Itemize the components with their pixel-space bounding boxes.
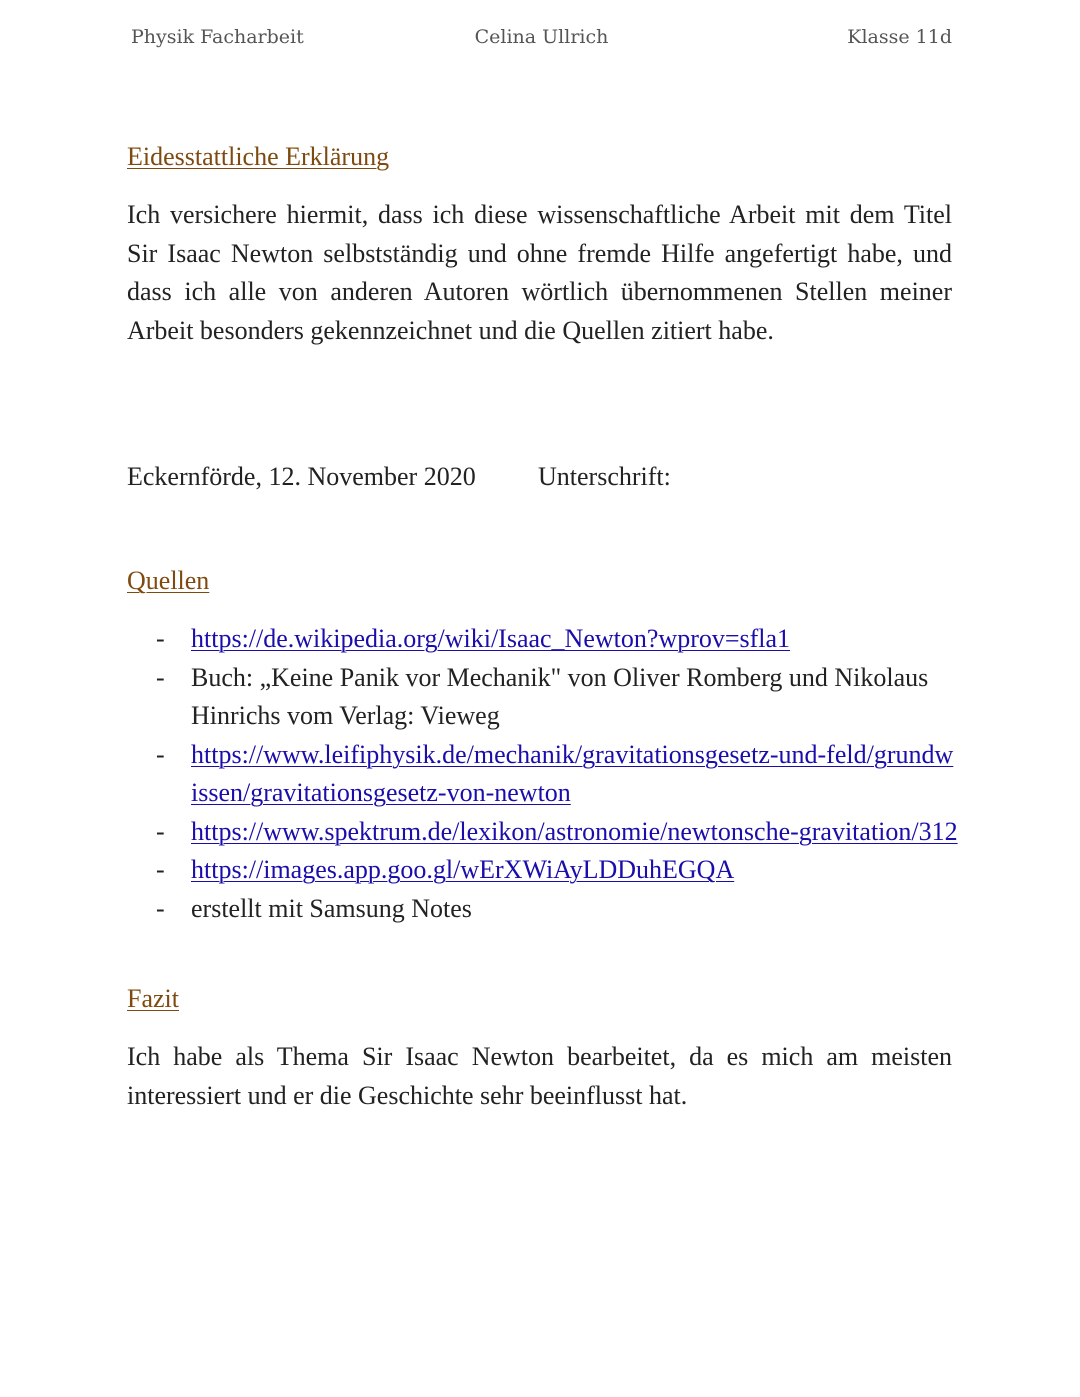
source-item[interactable] (150, 736, 960, 813)
source-item[interactable] (150, 851, 960, 890)
header-subject: Physik Facharbeit (131, 26, 304, 48)
bullet-dash: - (156, 855, 165, 884)
source-link[interactable]: https://www.spektrum.de/lexikon/astronomie/newtonsche-gravitation/312 (191, 816, 958, 846)
sources-heading: Quellen (127, 566, 210, 595)
header-class: Klasse 11d (847, 26, 952, 48)
bullet-dash: - (156, 893, 165, 923)
source-item (150, 890, 960, 929)
source-link[interactable]: https://de.wikipedia.org/wiki/Isaac_Newton?wprov=sfla1 (191, 624, 791, 653)
declaration-text: Ich versichere hiermit, dass ich diese wissenschaftliche Arbeit mit dem Titel Sir Isaac Newton selbstständig und ohne fremde Hilfe angefertigt habe, und dass ich alle von anderen Autoren wörtlich übernommenen Stellen meiner Arbeit besonders gekennzeichnet und die Quellen zitiert habe. (127, 200, 952, 345)
page-header (131, 26, 952, 54)
sources-list (150, 620, 960, 928)
bullet-dash: - (156, 662, 165, 692)
source-link[interactable]: https://images.app.goo.gl/wErXWiAyLDDuhEGQA (191, 855, 735, 884)
source-item[interactable] (150, 813, 960, 852)
source-text: erstellt mit Samsung Notes (191, 893, 472, 923)
header-author: Celina Ullrich (474, 26, 609, 48)
source-link[interactable]: https://www.leifiphysik.de/mechanik/gravitationsgesetz-und-feld/grundwissen/gravitationsgesetz-von-newton (191, 739, 954, 807)
bullet-dash: - (156, 816, 165, 846)
declaration-heading: Eidesstattliche Erklärung (127, 142, 390, 171)
conclusion-heading: Fazit (127, 984, 179, 1013)
source-item (150, 659, 960, 736)
conclusion-text: Ich habe als Thema Sir Isaac Newton bearbeitet, da es mich am meisten interessiert und er die Geschichte sehr beeinflusst hat. (127, 1042, 952, 1110)
source-item[interactable] (150, 620, 960, 659)
signature-label: Unterschrift: (538, 462, 671, 491)
source-text: Buch: „Keine Panik vor Mechanik" von Oliver Romberg und Nikolaus Hinrichs vom Verlag: Vieweg (191, 662, 929, 730)
place-date: Eckernförde, 12. November 2020 (127, 462, 476, 491)
bullet-dash: - (156, 739, 165, 769)
bullet-dash: - (156, 624, 165, 653)
